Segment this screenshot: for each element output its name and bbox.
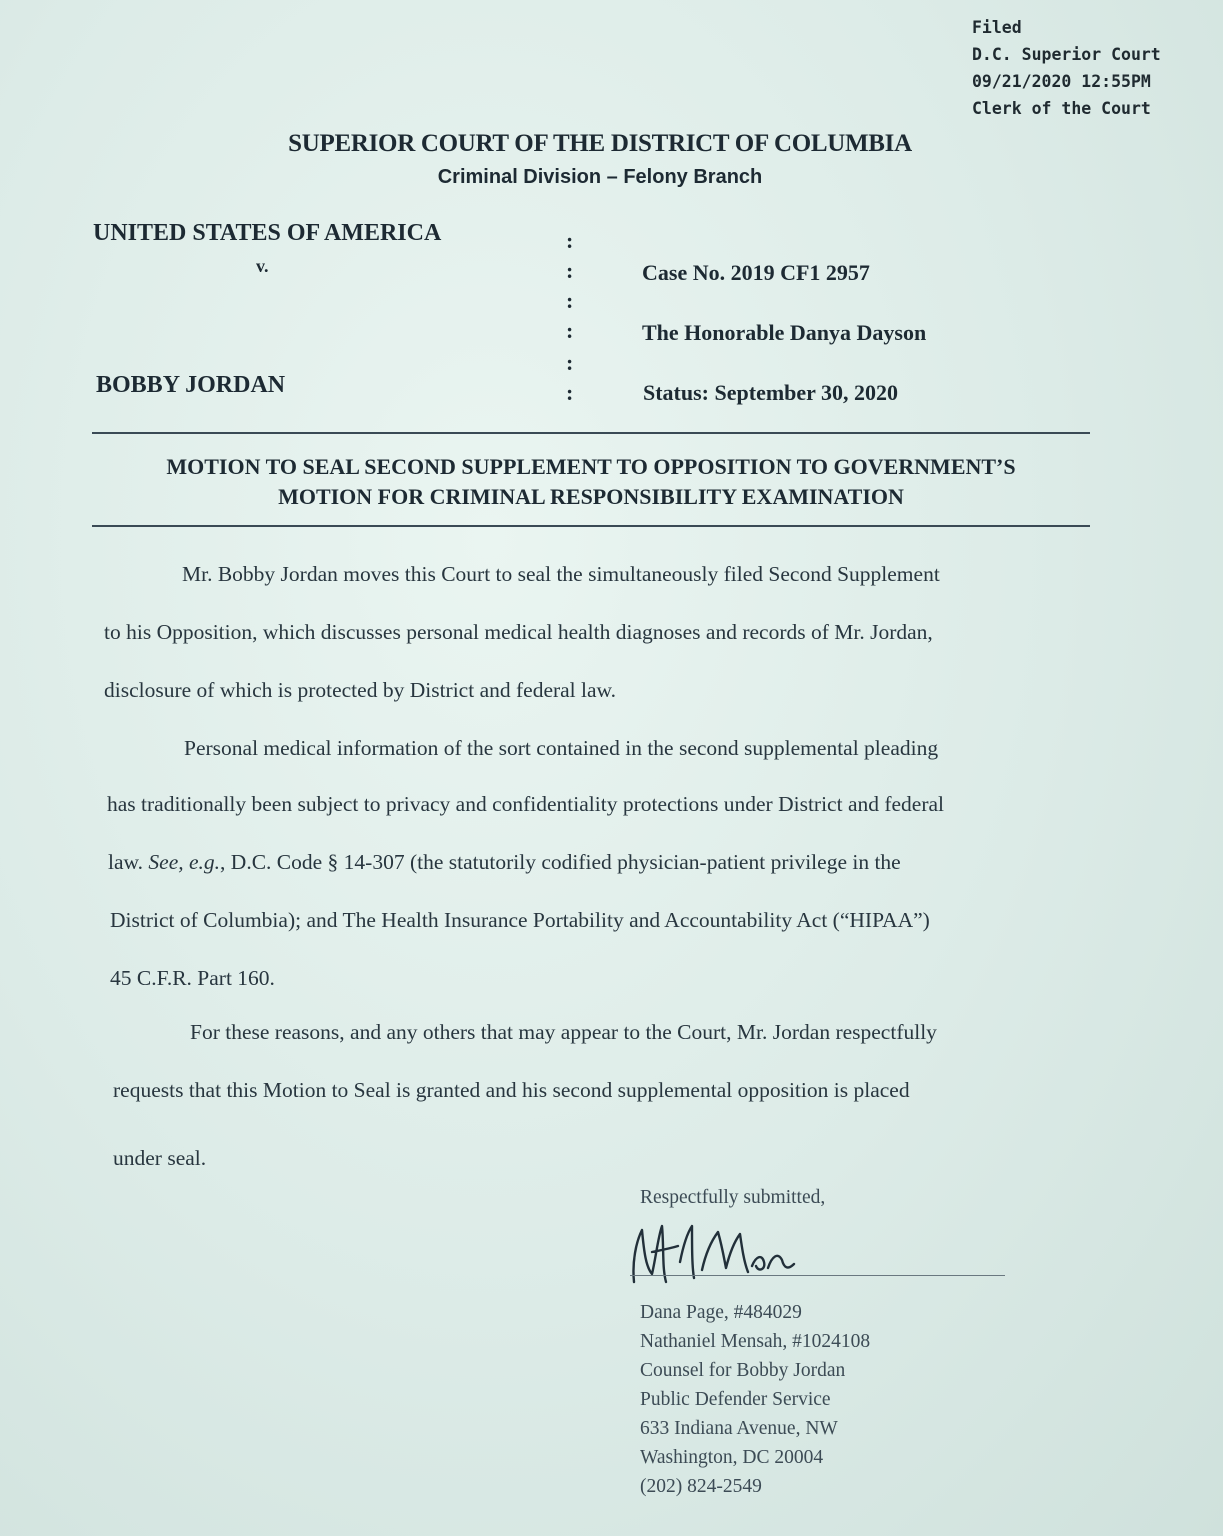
attorney-line: Nathaniel Mensah, #1024108 — [640, 1331, 871, 1352]
status-date: Status: September 30, 2020 — [643, 380, 899, 405]
body-line: requests that this Motion to Seal is granted and his second supplemental opposition is placed — [113, 1078, 910, 1102]
stamp-clerk: Clerk of the Court — [972, 99, 1151, 118]
body-line: 45 C.F.R. Part 160. — [110, 966, 275, 990]
body-line: For these reasons, and any others that may appear to the Court, Mr. Jordan respectfully — [190, 1020, 937, 1044]
closing-text: Respectfully submitted, — [640, 1187, 826, 1208]
signature-block — [640, 1183, 870, 1501]
body-line: has traditionally been subject to privacy and confidentiality protections under District and federal — [107, 792, 945, 816]
citation-signal: See, e.g. — [148, 850, 221, 874]
case-number: Case No. 2019 CF1 2957 — [642, 260, 870, 285]
citation-pre: law. — [108, 850, 144, 874]
plaintiff-name: UNITED STATES OF AMERICA — [93, 220, 442, 246]
title-rule-bottom — [92, 525, 1090, 527]
address-line: 633 Indiana Avenue, NW — [640, 1418, 838, 1439]
motion-title-line: MOTION FOR CRIMINAL RESPONSIBILITY EXAMINATION — [278, 484, 904, 509]
body-line: under seal. — [113, 1146, 207, 1170]
body-line: to his Opposition, which discusses personal medical health diagnoses and records of Mr. Jordan, — [104, 620, 933, 644]
phone-line: (202) 824-2549 — [640, 1476, 762, 1497]
filing-stamp — [972, 14, 1161, 122]
stamp-filed: Filed — [972, 18, 1022, 37]
caption-colon: : — [566, 288, 574, 313]
office-line: Public Defender Service — [640, 1389, 831, 1410]
judge-name: The Honorable Danya Dayson — [642, 320, 927, 345]
caption-colon: : — [566, 258, 574, 283]
motion-title-line: MOTION TO SEAL SECOND SUPPLEMENT TO OPPOSITION TO GOVERNMENT’S — [166, 454, 1016, 479]
caption-colon: : — [566, 318, 574, 343]
body-line: District of Columbia); and The Health Insurance Portability and Accountability Act (“HIPAA”) — [110, 908, 930, 932]
motion-title — [92, 452, 1090, 512]
body-line: Personal medical information of the sort contained in the second supplemental pleading — [184, 736, 939, 760]
court-name: SUPERIOR COURT OF THE DISTRICT OF COLUMBIA — [288, 130, 912, 157]
attorney-line: Dana Page, #484029 — [640, 1302, 802, 1323]
title-rule-top — [92, 432, 1090, 434]
stamp-court: D.C. Superior Court — [972, 45, 1161, 64]
versus-label: v. — [256, 256, 269, 276]
body-line-citation — [108, 850, 901, 875]
court-division: Criminal Division – Felony Branch — [437, 166, 763, 188]
caption-colon: : — [566, 228, 574, 253]
caption-colon: : — [566, 350, 574, 375]
caption-colon: : — [566, 380, 574, 405]
body-line: Mr. Bobby Jordan moves this Court to seal the simultaneously filed Second Supplement — [182, 562, 940, 586]
citation-post: , D.C. Code § 14-307 (the statutorily codified physician-patient privilege in the — [220, 850, 901, 874]
city-line: Washington, DC 20004 — [640, 1447, 824, 1468]
body-line: disclosure of which is protected by District and federal law. — [104, 678, 617, 702]
stamp-datetime: 09/21/2020 12:55PM — [972, 72, 1151, 91]
defendant-name: BOBBY JORDAN — [96, 372, 286, 398]
counsel-line: Counsel for Bobby Jordan — [640, 1360, 846, 1381]
